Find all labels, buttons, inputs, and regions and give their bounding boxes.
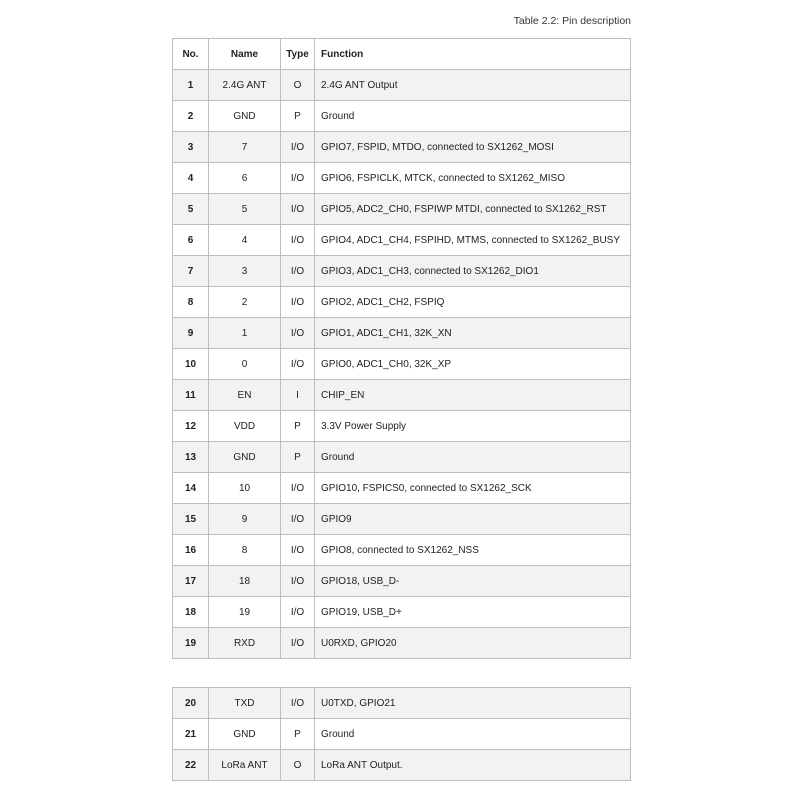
cell-name: 6	[209, 163, 281, 194]
table-row	[173, 225, 631, 256]
cell-no: 12	[173, 411, 209, 442]
cell-name: 4	[209, 225, 281, 256]
cell-no: 11	[173, 380, 209, 411]
table-row	[173, 597, 631, 628]
cell-function: GPIO4, ADC1_CH4, FSPIHD, MTMS, connected to SX1262_BUSY	[315, 225, 631, 256]
cell-function: 3.3V Power Supply	[315, 411, 631, 442]
cell-function: Ground	[315, 101, 631, 132]
table-row	[173, 411, 631, 442]
header-no: No.	[173, 39, 209, 70]
table-body-continued	[173, 688, 631, 781]
cell-function: Ground	[315, 719, 631, 750]
table-caption: Table 2.2: Pin description	[513, 15, 631, 27]
cell-function: GPIO10, FSPICS0, connected to SX1262_SCK	[315, 473, 631, 504]
cell-name: GND	[209, 719, 281, 750]
table-row	[173, 473, 631, 504]
cell-no: 19	[173, 628, 209, 659]
table-row	[173, 132, 631, 163]
cell-function: U0RXD, GPIO20	[315, 628, 631, 659]
cell-name: 9	[209, 504, 281, 535]
table-header-row	[173, 39, 631, 70]
cell-no: 16	[173, 535, 209, 566]
cell-type: I/O	[281, 163, 315, 194]
pin-description-table	[172, 38, 631, 659]
cell-no: 2	[173, 101, 209, 132]
cell-type: P	[281, 442, 315, 473]
cell-name: TXD	[209, 688, 281, 719]
table-row	[173, 380, 631, 411]
cell-type: I/O	[281, 349, 315, 380]
cell-no: 3	[173, 132, 209, 163]
cell-type: P	[281, 101, 315, 132]
cell-no: 20	[173, 688, 209, 719]
cell-name: 7	[209, 132, 281, 163]
table-row	[173, 628, 631, 659]
cell-no: 6	[173, 225, 209, 256]
cell-type: P	[281, 719, 315, 750]
cell-function: GPIO8, connected to SX1262_NSS	[315, 535, 631, 566]
cell-name: 19	[209, 597, 281, 628]
cell-type: I/O	[281, 194, 315, 225]
cell-function: GPIO1, ADC1_CH1, 32K_XN	[315, 318, 631, 349]
table-row	[173, 442, 631, 473]
cell-no: 9	[173, 318, 209, 349]
table-row	[173, 287, 631, 318]
cell-name: RXD	[209, 628, 281, 659]
table-row	[173, 535, 631, 566]
table-row	[173, 349, 631, 380]
cell-function: GPIO9	[315, 504, 631, 535]
cell-function: Ground	[315, 442, 631, 473]
header-function: Function	[315, 39, 631, 70]
cell-no: 17	[173, 566, 209, 597]
cell-function: CHIP_EN	[315, 380, 631, 411]
cell-name: 2	[209, 287, 281, 318]
header-type: Type	[281, 39, 315, 70]
cell-name: 0	[209, 349, 281, 380]
cell-name: 5	[209, 194, 281, 225]
cell-function: GPIO2, ADC1_CH2, FSPIQ	[315, 287, 631, 318]
table-row	[173, 688, 631, 719]
cell-name: GND	[209, 442, 281, 473]
cell-no: 22	[173, 750, 209, 781]
cell-function: LoRa ANT Output.	[315, 750, 631, 781]
cell-name: 18	[209, 566, 281, 597]
table-body	[173, 70, 631, 659]
cell-type: O	[281, 70, 315, 101]
table-row	[173, 194, 631, 225]
table-row	[173, 256, 631, 287]
cell-name: 8	[209, 535, 281, 566]
table-row	[173, 101, 631, 132]
cell-type: P	[281, 411, 315, 442]
cell-name: 3	[209, 256, 281, 287]
cell-function: U0TXD, GPIO21	[315, 688, 631, 719]
table-row	[173, 719, 631, 750]
cell-no: 18	[173, 597, 209, 628]
cell-no: 7	[173, 256, 209, 287]
cell-function: GPIO19, USB_D+	[315, 597, 631, 628]
pin-description-table-continued	[172, 687, 631, 781]
cell-no: 15	[173, 504, 209, 535]
table-row	[173, 750, 631, 781]
cell-no: 8	[173, 287, 209, 318]
cell-type: I/O	[281, 504, 315, 535]
cell-no: 14	[173, 473, 209, 504]
cell-no: 21	[173, 719, 209, 750]
cell-function: GPIO7, FSPID, MTDO, connected to SX1262_MOSI	[315, 132, 631, 163]
cell-type: I/O	[281, 132, 315, 163]
table-row	[173, 566, 631, 597]
cell-no: 13	[173, 442, 209, 473]
cell-type: I/O	[281, 688, 315, 719]
cell-type: I/O	[281, 597, 315, 628]
cell-type: I/O	[281, 535, 315, 566]
cell-function: GPIO0, ADC1_CH0, 32K_XP	[315, 349, 631, 380]
cell-no: 5	[173, 194, 209, 225]
cell-no: 10	[173, 349, 209, 380]
table-row	[173, 70, 631, 101]
cell-no: 4	[173, 163, 209, 194]
cell-function: GPIO3, ADC1_CH3, connected to SX1262_DIO1	[315, 256, 631, 287]
cell-name: 1	[209, 318, 281, 349]
cell-type: I/O	[281, 287, 315, 318]
cell-type: I/O	[281, 256, 315, 287]
cell-function: GPIO18, USB_D-	[315, 566, 631, 597]
cell-function: GPIO6, FSPICLK, MTCK, connected to SX1262_MISO	[315, 163, 631, 194]
header-name: Name	[209, 39, 281, 70]
cell-function: 2.4G ANT Output	[315, 70, 631, 101]
table-row	[173, 163, 631, 194]
cell-type: I/O	[281, 318, 315, 349]
cell-type: I/O	[281, 628, 315, 659]
cell-no: 1	[173, 70, 209, 101]
cell-name: GND	[209, 101, 281, 132]
table-row	[173, 318, 631, 349]
cell-name: 2.4G ANT	[209, 70, 281, 101]
cell-function: GPIO5, ADC2_CH0, FSPIWP MTDI, connected to SX1262_RST	[315, 194, 631, 225]
cell-type: O	[281, 750, 315, 781]
cell-type: I/O	[281, 225, 315, 256]
cell-name: 10	[209, 473, 281, 504]
cell-type: I/O	[281, 566, 315, 597]
cell-name: VDD	[209, 411, 281, 442]
cell-type: I/O	[281, 473, 315, 504]
table-row	[173, 504, 631, 535]
cell-name: EN	[209, 380, 281, 411]
cell-name: LoRa ANT	[209, 750, 281, 781]
cell-type: I	[281, 380, 315, 411]
